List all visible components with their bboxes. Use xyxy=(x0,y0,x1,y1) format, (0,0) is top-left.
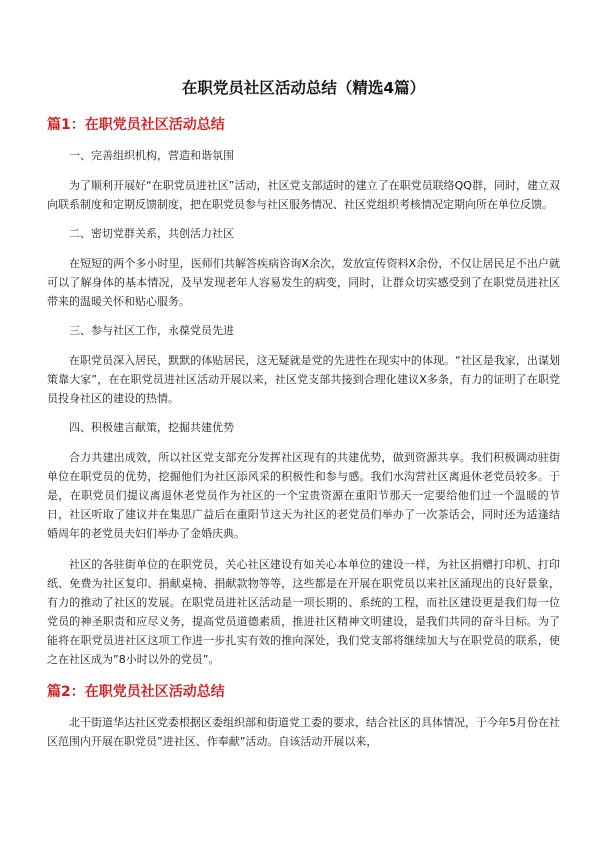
article-1-heading: 篇1：在职党员社区活动总结 xyxy=(47,117,225,133)
paragraph: 在短短的两个多小时里，医师们共解答疾病咨询X余次，发放宣传资料X余份，不仅让居民足不出户就可以了解身体的基本情况，及早发现老年人容易发生的病变，同时，让群众切实感受到了在职党员进社区带来的温暖关怀和贴心服务。 xyxy=(47,257,560,308)
paragraph: 合力共建出成效，所以社区党支部充分发挥社区现有的共建优势，做到资源共享。我们积极调动驻街单位在职党员的优势，挖掘他们为社区添风采的积极性和参与感。我们水沟营社区离退休老党员较多。于是，在职党员们提议离退休老党员作为社区的一个宝贵资源在重阳节那天一定要给他们过一个温暖的节日，社区听取了建议并在集思广益后在重阳节这天为社区的老党员们举办了一次茶话会，同时还为适逢结婚周年的老党员夫妇们举办了金婚庆典。 xyxy=(47,451,560,540)
paragraph: 在职党员深入居民，默默的体贴居民，这无疑就是党的先进性在现实中的体现。“社区是我家，出谋划策靠大家”，在在职党员进社区活动开展以来，社区党支部共接到合理化建议X多条，有力的证明了在职党员投身社区的建设的热情。 xyxy=(47,354,560,405)
paragraph: 北干街道华达社区党委根据区委组织部和街道党工委的要求，结合社区的具体情况，于今年5月份在社区范围内开展在职党员”进社区、作奉献”活动。自该活动开展以来， xyxy=(47,716,560,748)
article-2-heading: 篇2：在职党员社区活动总结 xyxy=(47,684,225,700)
paragraph: 为了顺利开展好“在职党员进社区”活动，社区党支部适时的建立了在职党员联络QQ群，同时，建立双向联系制度和定期反馈制度，把在职党员参与社区服务情况、社区党组织考核情况定期向所在单位反馈。 xyxy=(47,179,560,211)
section-heading-2: 二、密切党群关系，共创活力社区 xyxy=(69,227,234,240)
article-2-body xyxy=(47,713,560,751)
document-title: 在职党员社区活动总结（精选4篇） xyxy=(181,79,426,97)
section-heading-3: 三、参与社区工作，永葆党员先进 xyxy=(69,324,234,337)
paragraph: 社区的各驻街单位的在职党员，关心社区建设有如关心本单位的建设一样，为社区捐赠打印机、打印纸、免费为社区复印、捐献桌椅、捐献款物等等，这些都是在开展在职党员以来社区涌现出的良好景象，有力的推动了社区的发展。在职党员进社区活动是一项长期的、系统的工程，而社区建设更是我们每一位党员的神圣职责和应尽义务，提高党员道德素质，推进社区精神文明建设，是我们共同的奋斗目标。为了能将在职党员进社区这项工作进一步扎实有效的推向深处，我们党支部将继续加大与在职党员的联系，使之在社区成为”8小时以外的党员”。 xyxy=(47,558,560,666)
article-1-body xyxy=(47,146,560,669)
section-heading-4: 四、积极建言献策，挖掘共建优势 xyxy=(69,421,234,434)
section-heading-1: 一、完善组织机构，营造和谐氛围 xyxy=(69,149,234,162)
